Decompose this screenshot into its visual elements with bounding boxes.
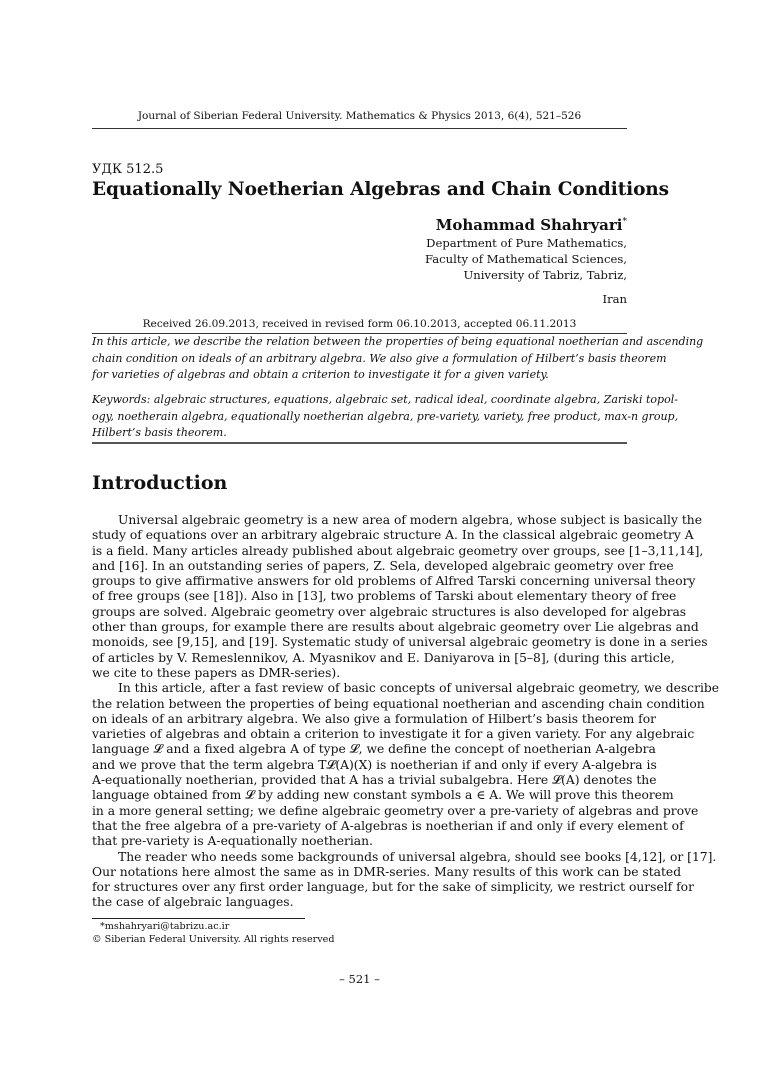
footnote-rule: [92, 918, 305, 919]
paragraph-line: other than groups, for example there are results about algebraic geometry over Lie algebras and: [92, 620, 699, 635]
paragraph-line: language obtained from 𝓛 by adding new constant symbols a ∈ A. We will prove this theorem: [92, 788, 674, 803]
keywords-line: Keywords: algebraic structures, equations, algebraic set, radical ideal, coordinate algebra, Zariski topol-: [92, 393, 678, 406]
affiliation-country: Iran: [602, 292, 627, 306]
paragraph-line: In this article, after a fast review of basic concepts of universal algebraic geometry, we describe: [118, 681, 720, 696]
paragraph-line: Universal algebraic geometry is a new area of modern algebra, whose subject is basically the: [118, 513, 702, 527]
keywords-line: ogy, noetherain algebra, equationally noetherian algebra, pre-variety, variety, free product, max-n group,: [92, 409, 679, 423]
paragraph-line: the case of algebraic languages.: [92, 895, 294, 910]
paragraph-line: and we prove that the term algebra T𝓛(A)(X) is noetherian if and only if every A-algebra is: [92, 757, 657, 772]
paragraph-line: for structures over any first order language, but for the sake of simplicity, we restrict ourself for: [92, 880, 694, 895]
header-rule: [92, 128, 627, 129]
keywords: [92, 392, 679, 442]
received-dates: Received 26.09.2013, received in revised form 06.10.2013, accepted 06.11.2013: [142, 318, 577, 330]
keywords-line: Hilbert’s basis theorem.: [92, 426, 227, 440]
paragraph-line: groups to give affirmative answers for old problems of Alfred Tarski concerning universal theory: [92, 574, 696, 589]
page-number: – 521 –: [339, 972, 380, 986]
paragraph-line: language 𝓛 and a fixed algebra A of type 𝓛, we define the concept of noetherian A-algebra: [92, 742, 656, 757]
affiliation-line: University of Tabriz, Tabriz,: [463, 268, 627, 282]
paragraph-line: of free groups (see [18]). Also in [13], two problems of Tarski about elementary theory of free: [92, 589, 677, 604]
abstract: [92, 334, 704, 384]
paragraph-line: is a field. Many articles already published about algebraic geometry over groups, see [1–3,11,14],: [92, 543, 704, 558]
paragraph-line: in a more general setting; we define algebraic geometry over a pre-variety of algebras and prove: [92, 803, 699, 818]
affiliation-line: Department of Pure Mathematics,: [426, 236, 627, 250]
body-text: [92, 513, 720, 911]
paragraph-line: A-equationally noetherian, provided that A has a trivial subalgebra. Here 𝓛(A) denotes the: [92, 773, 657, 788]
paper-title: Equationally Noetherian Algebras and Chain Conditions: [92, 179, 669, 200]
footnote-copyright: © Siberian Federal University. All rights reserved: [92, 934, 335, 945]
paragraph-line: that the free algebra of a pre-variety of A-algebras is noetherian if and only if every element of: [92, 818, 684, 833]
abstract-bottom-rule: [92, 442, 627, 444]
author-name: Mohammad Shahryari: [435, 216, 623, 234]
paragraph-line: and [16]. In an outstanding series of papers, Z. Sela, developed algebraic geometry over free: [92, 558, 674, 573]
paragraph-line: Our notations here almost the same as in DMR-series. Many results of this work can be stated: [92, 864, 682, 879]
footnote-email: *mshahryari@tabrizu.ac.ir: [100, 921, 230, 932]
paragraph-line: monoids, see [9,15], and [19]. Systematic study of universal algebraic geometry is done in a series: [92, 635, 708, 650]
paragraph-line: study of equations over an arbitrary algebraic structure A. In the classical algebraic geometry A: [92, 528, 694, 543]
section-heading: Introduction: [92, 472, 228, 494]
running-header: Journal of Siberian Federal University. Mathematics & Physics 2013, 6(4), 521–526: [137, 110, 582, 122]
paragraph-line: on ideals of an arbitrary algebra. We also give a formulation of Hilbert’s basis theorem for: [92, 711, 657, 726]
paragraph-line: varieties of algebras and obtain a criterion to investigate it for a given variety. For any algebraic: [92, 727, 695, 742]
paragraph-line: that pre-variety is A-equationally noetherian.: [92, 834, 373, 849]
paragraph-line: The reader who needs some backgrounds of universal algebra, should see books [4,12], or [17].: [118, 849, 717, 864]
affiliation: [425, 235, 627, 307]
affiliation-line: Faculty of Mathematical Sciences,: [425, 252, 627, 266]
author: [436, 216, 627, 234]
paragraph-line: groups are solved. Algebraic geometry over algebraic structures is also developed for algebras: [92, 604, 687, 619]
author-footnote-mark: *: [622, 217, 627, 227]
abstract-line: In this article, we describe the relation between the properties of being equational noetherian and ascending: [92, 335, 704, 348]
paragraph-line: we cite to these papers as DMR-series).: [92, 665, 341, 680]
abstract-line: chain condition on ideals of an arbitrary algebra. We also give a formulation of Hilbert’s basis theorem: [92, 351, 667, 365]
paragraph-line: the relation between the properties of being equational noetherian and ascending chain condition: [92, 696, 705, 711]
abstract-line: for varieties of algebras and obtain a criterion to investigate it for a given variety.: [92, 368, 549, 382]
paragraph-line: of articles by V. Remeslennikov, A. Myasnikov and E. Daniyarova in [5–8], (during this article,: [92, 650, 675, 665]
udk-code: УДК 512.5: [92, 162, 164, 177]
